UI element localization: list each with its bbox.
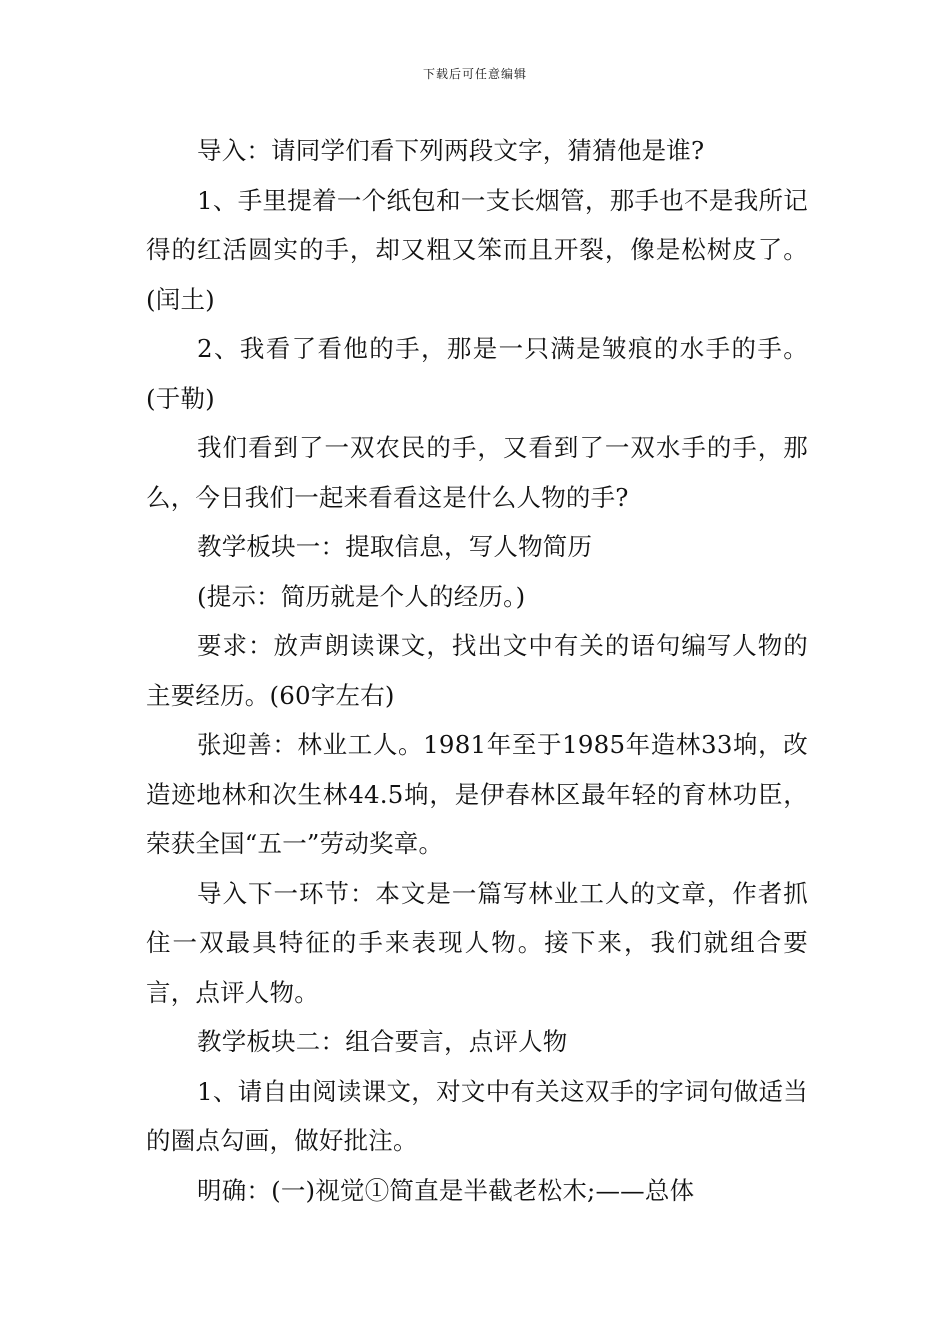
paragraph-clarify: 明确：(一)视觉①简直是半截老松木;——总体	[197, 1175, 695, 1205]
paragraph-transition: 我们看到了一双农民的手，又看到了一双水手的手，那么，今日我们一起来看看这是什么人物的手?	[146, 433, 808, 512]
paragraph-biography: 张迎善：林业工人。1981年至于1985年造林33垧，改造迹地林和次生林44.5垧，是伊春林区最年轻的育林功臣，荣获全国“五一”劳动奖章。	[146, 730, 808, 858]
section-heading-one: 教学板块一：提取信息，写人物简历	[197, 532, 593, 561]
paragraph-requirement: 要求：放声朗读课文，找出文中有关的语句编写人物的主要经历。(60字左右)	[146, 631, 808, 710]
paragraph-intro: 导入：请同学们看下列两段文字，猜猜他是谁?	[197, 136, 705, 165]
document-body	[146, 126, 808, 1215]
paragraph-task: 1、请自由阅读课文，对文中有关这双手的字词句做适当的圈点勾画，做好批注。	[146, 1076, 808, 1155]
section-heading-two: 教学板块二：组合要言，点评人物	[197, 1027, 568, 1056]
paragraph-quote-runtu: 1、手里提着一个纸包和一支长烟管，那手也不是我所记得的红活圆实的手，却又粗又笨而且开裂，像是松树皮了。(闰土)	[146, 185, 808, 314]
page-header-note: 下载后可任意编辑	[422, 67, 527, 81]
paragraph-hint: (提示：简历就是个人的经历。)	[197, 581, 526, 611]
paragraph-next-step: 导入下一环节：本文是一篇写林业工人的文章，作者抓住一双最具特征的手来表现人物。接下来，我们就组合要言，点评人物。	[146, 878, 808, 1007]
paragraph-quote-yule: 2、我看了看他的手，那是一只满是皱痕的水手的手。(于勒)	[146, 334, 808, 413]
